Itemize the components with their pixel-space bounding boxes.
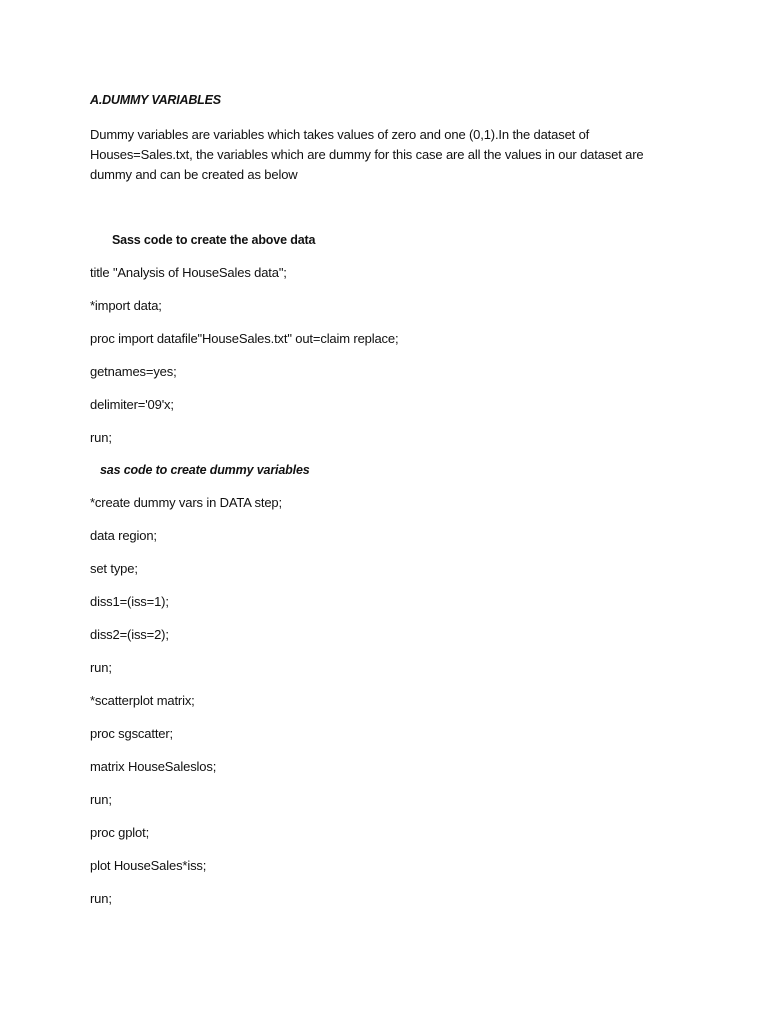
intro-paragraph: [90, 125, 670, 185]
code-line: title "Analysis of HouseSales data";: [90, 265, 287, 280]
code-line: run;: [90, 430, 112, 445]
code-line: run;: [90, 660, 112, 675]
section1-title: Sass code to create the above data: [112, 233, 316, 247]
code-line: diss2=(iss=2);: [90, 627, 169, 642]
paragraph-line: Houses=Sales.txt, the variables which are dummy for this case are all the values in our dataset are: [90, 147, 644, 162]
code-line: data region;: [90, 528, 157, 543]
code-line: proc sgscatter;: [90, 726, 174, 741]
code-line: *scatterplot matrix;: [90, 693, 195, 708]
code-line: proc import datafile"HouseSales.txt" out=claim replace;: [90, 331, 399, 346]
code-line: delimiter='09'x;: [90, 397, 174, 412]
code-line: run;: [90, 792, 112, 807]
code-line: *import data;: [90, 298, 162, 313]
code-line: diss1=(iss=1);: [90, 594, 169, 609]
code-line: plot HouseSales*iss;: [90, 858, 207, 873]
code-line: proc gplot;: [90, 825, 150, 840]
code-line: getnames=yes;: [90, 364, 177, 379]
paragraph-line: Dummy variables are variables which takes values of zero and one (0,1).In the dataset of: [90, 127, 590, 142]
code-line: run;: [90, 891, 112, 906]
code-line: matrix HouseSaleslos;: [90, 759, 217, 774]
section-heading: A.DUMMY VARIABLES: [90, 93, 221, 107]
paragraph-line: dummy and can be created as below: [90, 167, 298, 182]
code-line: *create dummy vars in DATA step;: [90, 495, 282, 510]
code-line: set type;: [90, 561, 138, 576]
section2-title: sas code to create dummy variables: [100, 463, 310, 477]
